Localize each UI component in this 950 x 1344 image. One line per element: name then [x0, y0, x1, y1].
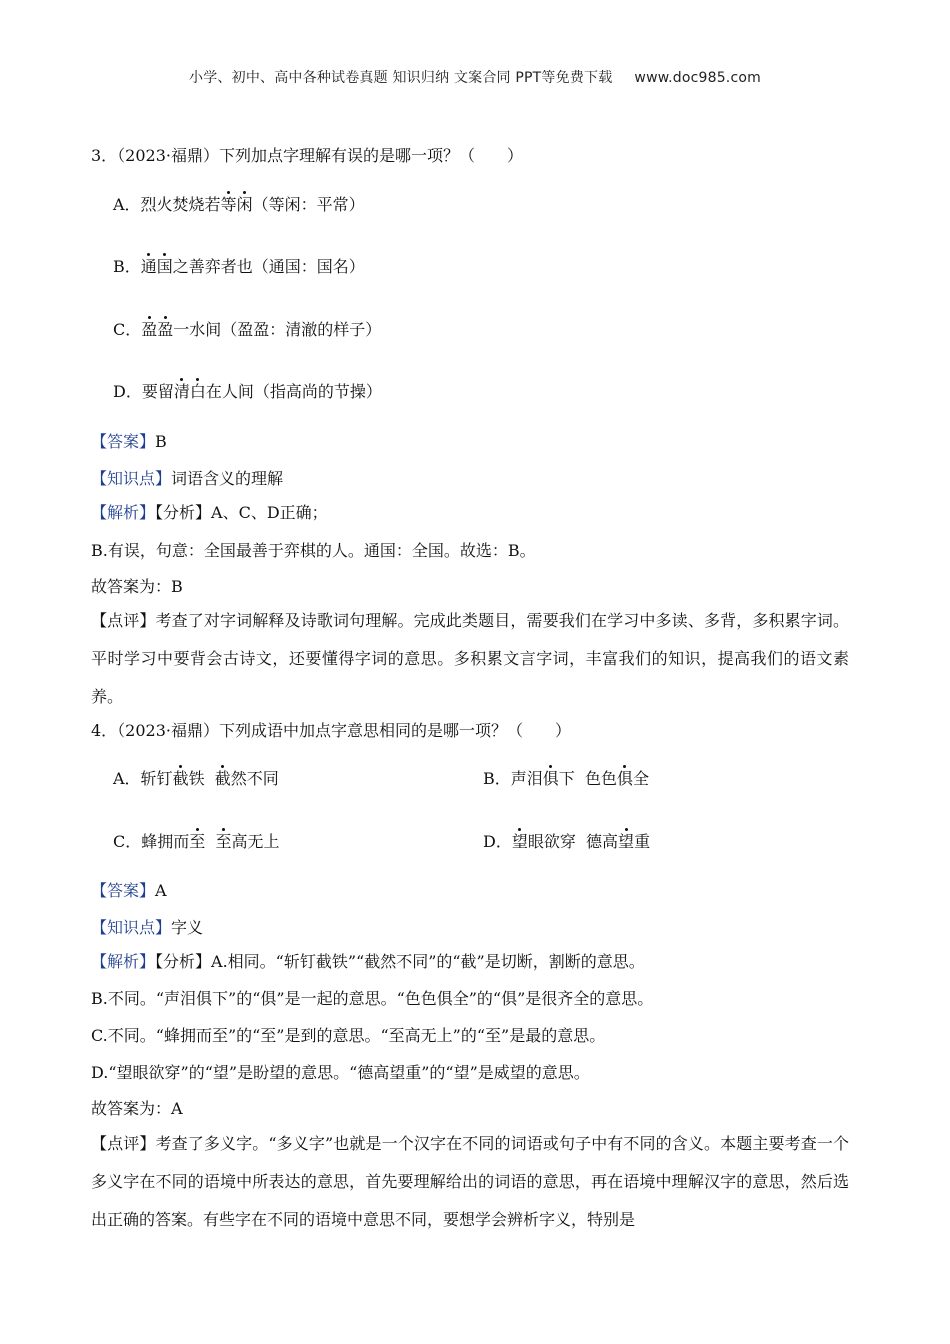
- q4-analysis: 【解析】【分析】A.相同。“斩钉截铁”“截然不同”的“截”是切断，割断的意思。: [91, 952, 645, 971]
- q3-option-d: D．要留清白在人间（指高尚的节操）: [113, 382, 382, 401]
- q4-option-b: B．声泪俱下 色色俱全: [483, 769, 649, 788]
- q4-knowledge: 【知识点】字义: [91, 918, 204, 937]
- q4-stem: 4．（2023·福鼎）下列成语中加点字意思相同的是哪一项？（ ）: [91, 721, 571, 740]
- header-url[interactable]: www.doc985.com: [634, 70, 761, 86]
- q3-knowledge: 【知识点】词语含义的理解: [91, 469, 284, 488]
- q3-comment: 【点评】考查了对字词解释及诗歌词句理解。完成此类题目，需要我们在学习中多读、多背，多积累字词。平时学习中要背会古诗文，还要懂得字词的意思。多积累文言字词，丰富我们的知识，提高我们的语文素养。: [91, 611, 849, 706]
- header-text: 小学、初中、高中各种试卷真题 知识归纳 文案合同 PPT等免费下载: [189, 70, 613, 86]
- q3-stem: 3．（2023·福鼎）下列加点字理解有误的是哪一项？（ ）: [91, 146, 523, 165]
- q4-answer: 【答案】A: [91, 881, 167, 900]
- q4-analysis-line: C.不同。“蜂拥而至”的“至”是到的意思。“至高无上”的“至”是最的意思。: [91, 1026, 606, 1045]
- q3-answer: 【答案】B: [91, 432, 167, 451]
- q3-option-a: A．烈火焚烧若等闲（等闲：平常）: [113, 195, 365, 214]
- q4-analysis-line: B.不同。“声泪俱下”的“俱”是一起的意思。“色色俱全”的“俱”是很齐全的意思。: [91, 989, 654, 1008]
- q3-analysis-line: B.有误，句意：全国最善于弈棋的人。通国：全国。故选：B。: [91, 541, 536, 560]
- q4-analysis-line: 故答案为：A: [91, 1099, 183, 1118]
- q4-analysis-line: D.“望眼欲穿”的“望”是盼望的意思。“德高望重”的“望”是威望的意思。: [91, 1063, 590, 1082]
- q3-analysis: 【解析】【分析】A、C、D正确；: [91, 503, 328, 522]
- page-header: [0, 67, 950, 87]
- q4-option-d: D．望眼欲穿 德高望重: [483, 832, 651, 851]
- q4-option-c: C．蜂拥而至 至高无上: [113, 832, 280, 851]
- q3-option-b: B．通国之善弈者也（通国：国名）: [113, 257, 365, 276]
- q3-option-c: C．盈盈一水间（盈盈：清澈的样子）: [113, 320, 382, 339]
- q4-comment: 【点评】考查了多义字。“多义字”也就是一个汉字在不同的词语或句子中有不同的含义。本题主要考查一个多义字在不同的语境中所表达的意思，首先要理解给出的词语的意思，再在语境中理解汉字的意思，然后选出正确的答案。有些字在不同的语境中意思不同，要想学会辨析字义，特别是: [91, 1134, 849, 1229]
- q3-analysis-line: 故答案为：B: [91, 577, 183, 596]
- q4-option-a: A．斩钉截铁 截然不同: [113, 769, 279, 788]
